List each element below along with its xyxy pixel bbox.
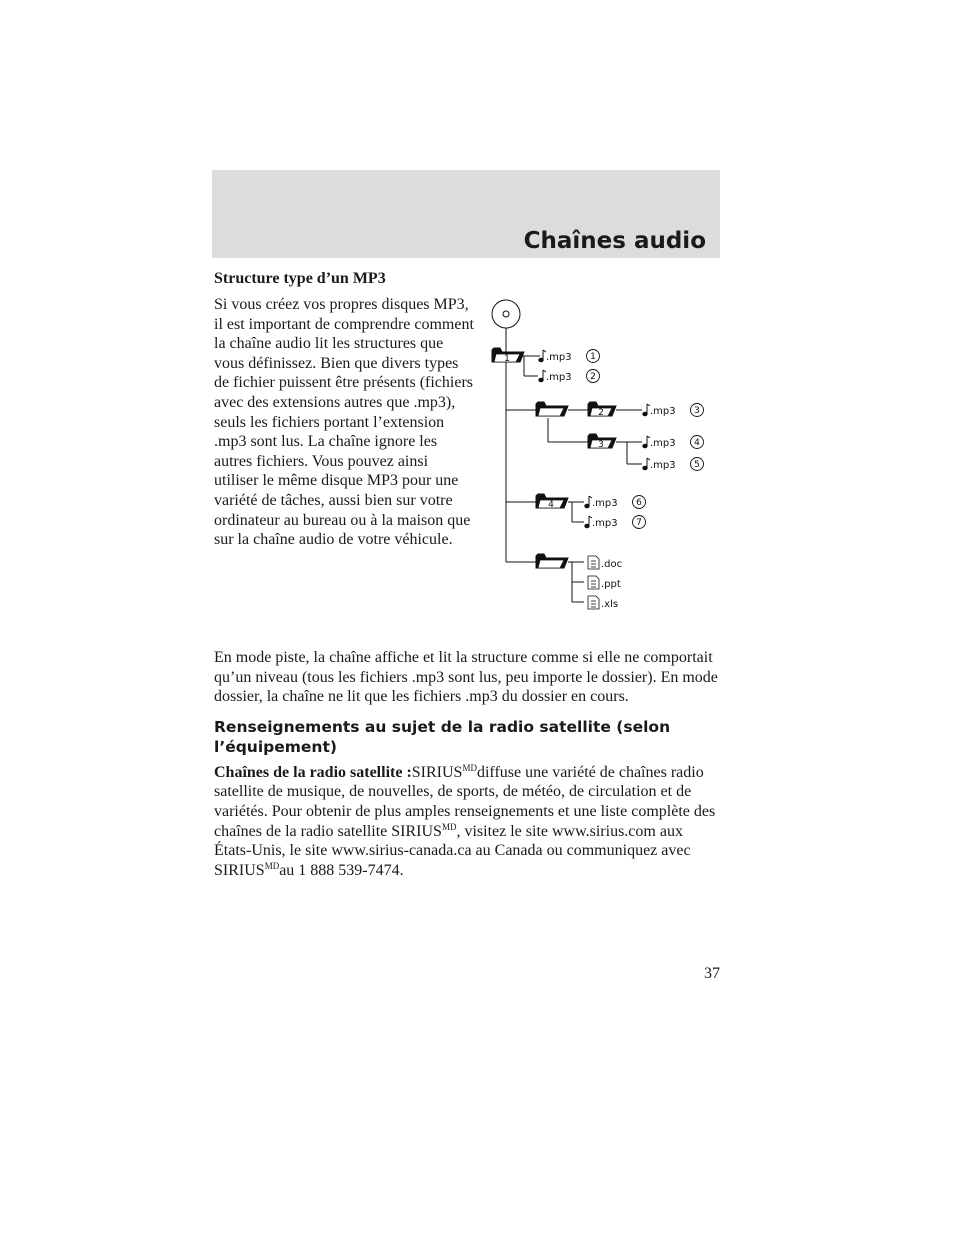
track-ext-3: .mp3 bbox=[650, 406, 676, 417]
satellite-paragraph bbox=[214, 763, 724, 881]
file-ext-ppt: .ppt bbox=[601, 579, 621, 590]
page-number: 37 bbox=[704, 965, 720, 982]
folder-label-2: 2 bbox=[598, 408, 604, 418]
track-ext-7: .mp3 bbox=[592, 518, 618, 529]
music-note-icon bbox=[643, 436, 650, 448]
document-icon bbox=[588, 576, 599, 589]
body-block bbox=[214, 648, 724, 880]
satellite-text-3: au 1 888 539-7474. bbox=[279, 861, 404, 879]
track-ext-6: .mp3 bbox=[592, 498, 618, 509]
track-number-1: 1 bbox=[590, 352, 596, 362]
track-ext-4: .mp3 bbox=[650, 438, 676, 449]
trademark-mark: MD bbox=[441, 821, 457, 832]
music-note-icon bbox=[539, 370, 546, 382]
header-band bbox=[212, 170, 720, 258]
track-number-3: 3 bbox=[694, 406, 700, 416]
document-icon bbox=[588, 596, 599, 609]
mp3-structure-diagram bbox=[480, 290, 720, 620]
track-number-2: 2 bbox=[590, 372, 596, 382]
track-number-7: 7 bbox=[636, 518, 642, 528]
mp3-intro bbox=[214, 268, 474, 550]
brand-name: SIRIUS bbox=[411, 763, 463, 781]
music-note-icon bbox=[643, 458, 650, 470]
brand-name: SIRIUS bbox=[214, 861, 265, 879]
file-ext-xls: .xls bbox=[601, 599, 619, 610]
track-number-4: 4 bbox=[694, 438, 700, 448]
disc-icon bbox=[492, 300, 520, 328]
satellite-lead: Chaînes de la radio satellite : bbox=[214, 763, 412, 781]
satellite-heading: Renseignements au sujet de la radio satellite (selon l’équipement) bbox=[214, 717, 671, 756]
satellite-text-2: , visitez le site www.sirius.com aux États-Unis, le site www.sirius-canada.ca au Canada ou communiquez avec bbox=[214, 822, 691, 860]
trademark-mark: MD bbox=[462, 762, 477, 773]
file-ext-doc: .doc bbox=[601, 559, 623, 570]
page-section-title: Chaînes audio bbox=[523, 228, 706, 254]
music-note-icon bbox=[585, 496, 592, 508]
music-note-icon bbox=[643, 404, 650, 416]
mp3-intro-paragraph: Si vous créez vos propres disques MP3, il est important de comprendre comment la chaîne audio lit les structures que vous définissez. Bien que divers types de fichier puissent être présents (fichiers avec des extensions autres que .mp3), seuls les fichiers portant l’extension .mp3 sont lus. La chaîne ignore les autres fichiers. Vous pouvez ainsi utiliser le même disque MP3 pour une variété de tâches, aussi bien sur votre ordinateur au bureau ou à la maison que sur la chaîne audio de votre véhicule. bbox=[214, 296, 474, 549]
mp3-structure-heading: Structure type d’un MP3 bbox=[214, 270, 386, 287]
track-ext-2: .mp3 bbox=[546, 372, 572, 383]
folder-label-3: 3 bbox=[598, 440, 604, 450]
document-icon bbox=[588, 556, 599, 569]
track-number-6: 6 bbox=[636, 498, 642, 508]
trademark-mark: MD bbox=[264, 860, 280, 871]
track-ext-1: .mp3 bbox=[546, 352, 572, 363]
satellite-text-1: diffuse une variété de chaînes radio satellite de musique, de nouvelles, de sports, de météo, de circulation et de variétés. Pour obtenir de plus amples renseignements et une liste complète des chaînes de la radio satellite bbox=[214, 763, 716, 840]
track-number-5: 5 bbox=[694, 460, 700, 470]
folder-label-4: 4 bbox=[548, 500, 554, 510]
brand-name: SIRIUS bbox=[391, 822, 442, 840]
music-note-icon bbox=[585, 516, 592, 528]
folder-label-1: 1 bbox=[504, 354, 510, 364]
track-ext-5: .mp3 bbox=[650, 460, 676, 471]
modes-paragraph: En mode piste, la chaîne affiche et lit la structure comme si elle ne comportait qu’un niveau (tous les fichiers .mp3 sont lus, peu importe le dossier). En mode dossier, la chaîne ne lit que les fichiers .mp3 du dossier en cours. bbox=[214, 649, 718, 706]
